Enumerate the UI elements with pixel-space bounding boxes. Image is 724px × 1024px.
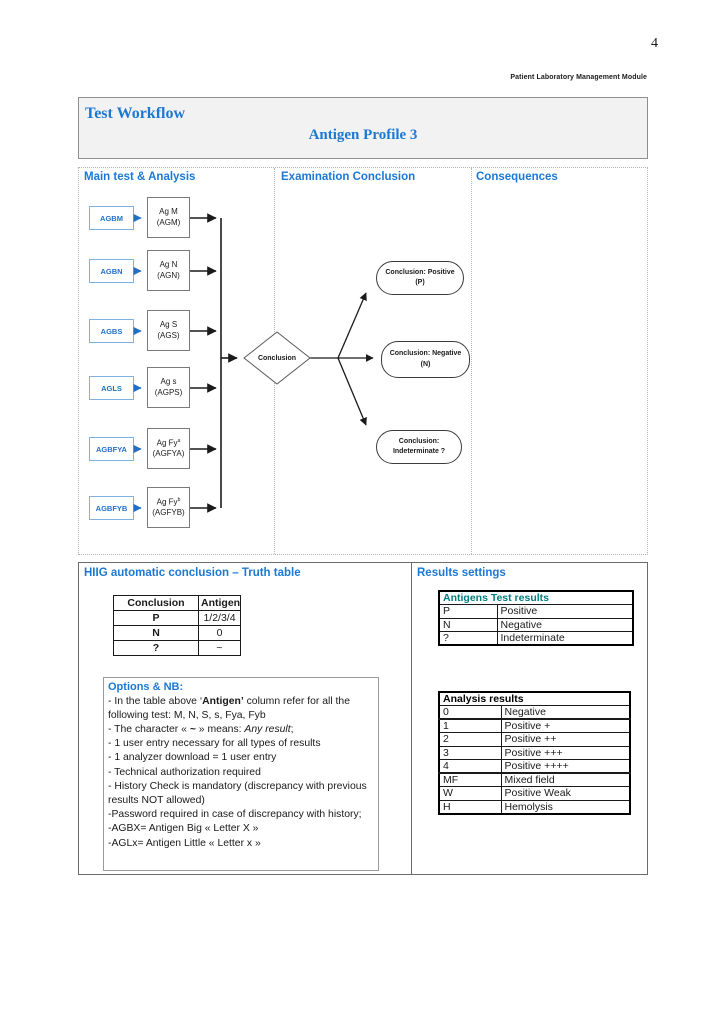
table-cell: N <box>439 618 497 632</box>
table-cell: Positive Weak <box>501 787 630 801</box>
results-settings-title: Results settings <box>417 567 506 579</box>
options-line: - 1 analyzer download = 1 user entry <box>108 752 277 764</box>
table-cell: MF <box>439 773 501 787</box>
test-code-box-agbm: AGBM <box>89 206 134 230</box>
options-line: - The character « ~ » means: Any result; <box>108 723 294 735</box>
table-cell: Positive <box>497 605 633 619</box>
table-row <box>439 760 630 774</box>
antigen-name: Ag S <box>159 320 178 330</box>
antigen-alias: (AGM) <box>156 217 181 227</box>
antigen-alias: (AGFYA) <box>152 448 185 458</box>
table-row <box>439 733 630 747</box>
page-number: 4 <box>651 36 658 51</box>
outcome-line1: Conclusion: Positive <box>385 268 455 276</box>
table-row <box>439 706 630 720</box>
table-row <box>439 746 630 760</box>
decision-label: Conclusion <box>257 354 297 362</box>
outcome-line2: Indeterminate ? <box>392 448 446 455</box>
outcome-box-indeterminate <box>376 430 462 464</box>
table-cell: Negative <box>501 706 630 720</box>
truth-header-antigen: Antigen <box>199 596 241 611</box>
module-header: Patient Laboratory Management Module <box>510 74 647 81</box>
truth-table-title: HIIG automatic conclusion – Truth table <box>84 567 301 579</box>
table-cell: 4 <box>439 760 501 774</box>
analysis-table-header: Analysis results <box>439 692 630 706</box>
options-line: -AGLx= Antigen Little « Letter x » <box>108 837 261 849</box>
test-code-box-agbn: AGBN <box>89 259 134 283</box>
antigen-alias: (AGPS) <box>154 387 183 397</box>
column-header-examination-conclusion: Examination Conclusion <box>281 171 416 183</box>
table-cell: W <box>439 787 501 801</box>
antigen-alias: (AGS) <box>157 330 180 340</box>
table-cell: 1/2/3/4 <box>199 611 241 626</box>
antigen-alias: (AGN) <box>157 270 180 280</box>
outcome-line1: Conclusion: <box>398 437 440 445</box>
table-cell: P <box>114 611 199 626</box>
table-row <box>114 626 241 641</box>
table-row <box>439 773 630 787</box>
antigen-name: Ag Fy$^b$ <box>156 496 181 507</box>
table-row <box>439 605 633 619</box>
outcome-box-negative <box>381 341 470 378</box>
options-title: Options & NB: <box>108 681 184 693</box>
table-cell: 0 <box>199 626 241 641</box>
options-line: - Technical authorization required <box>108 766 261 778</box>
title-box <box>78 97 648 159</box>
table-cell: H <box>439 800 501 814</box>
table-row <box>114 641 241 656</box>
flow-connectors <box>79 168 649 556</box>
truth-table-header-row <box>114 596 241 611</box>
table-row <box>439 632 633 646</box>
table-row <box>439 719 630 733</box>
column-header-main-test: Main test & Analysis <box>84 171 196 183</box>
options-box <box>103 677 379 871</box>
antigen-name: Ag M <box>159 207 178 217</box>
section-divider <box>411 563 412 874</box>
antigens-results-table <box>438 590 634 646</box>
table-cell: N <box>114 626 199 641</box>
analysis-table-header-row <box>439 692 630 706</box>
outcome-line1: Conclusion: Negative <box>389 350 462 357</box>
outcome-box-positive <box>376 261 464 295</box>
table-row <box>114 611 241 626</box>
table-cell: Indeterminate <box>497 632 633 646</box>
options-line: -AGBX= Antigen Big « Letter X » <box>108 823 259 835</box>
page-title: Test Workflow <box>85 105 186 122</box>
antigens-table-header-row <box>439 591 633 605</box>
page-subtitle: Antigen Profile 3 <box>308 127 418 143</box>
test-code-box-agbfya: AGBFYA <box>89 437 134 461</box>
outcome-line2: (N) <box>420 360 431 368</box>
options-notes <box>108 695 374 851</box>
test-code-box-agbs: AGBS <box>89 319 134 343</box>
options-line: - In the table above ‘Antigen’ column refer for all the following test: M, N, S, s, Fya, Fyb <box>108 695 350 721</box>
connector-line <box>338 293 366 358</box>
workflow-diagram <box>78 167 648 555</box>
table-cell: ~ <box>199 641 241 656</box>
outcome-line2: (P) <box>415 279 425 286</box>
table-cell: P <box>439 605 497 619</box>
antigen-name: Ag Fy$^a$ <box>156 437 181 448</box>
antigen-name: Ag N <box>159 260 178 270</box>
options-line: -Password required in case of discrepancy with history; <box>108 809 362 821</box>
table-cell: 1 <box>439 719 501 733</box>
truth-header-conclusion: Conclusion <box>114 596 199 611</box>
table-cell: Positive ++ <box>501 733 630 747</box>
test-code-box-agls: AGLS <box>89 376 134 400</box>
table-cell: Mixed field <box>501 773 630 787</box>
table-cell: ? <box>114 641 199 656</box>
table-row <box>439 618 633 632</box>
table-cell: Negative <box>497 618 633 632</box>
table-cell: 0 <box>439 706 501 720</box>
table-row <box>439 800 630 814</box>
table-cell: ? <box>439 632 497 646</box>
column-header-consequences: Consequences <box>476 171 558 183</box>
table-cell: Hemolysis <box>501 800 630 814</box>
table-cell: Positive + <box>501 719 630 733</box>
antigen-superscript: b <box>177 496 181 503</box>
table-cell: 3 <box>439 746 501 760</box>
table-row <box>439 787 630 801</box>
test-code-box-agbfyb: AGBFYB <box>89 496 134 520</box>
truth-table <box>113 595 241 656</box>
options-line: - 1 user entry necessary for all types of results <box>108 738 321 750</box>
bottom-section <box>78 562 648 875</box>
table-cell: Positive ++++ <box>501 760 630 774</box>
table-cell: Positive +++ <box>501 746 630 760</box>
antigen-alias: (AGFYB) <box>152 507 185 517</box>
analysis-results-table <box>438 691 631 815</box>
antigen-superscript: a <box>177 437 181 444</box>
options-line: - History Check is mandatory (discrepancy with previous results NOT allowed) <box>108 780 367 806</box>
antigens-table-header: Antigens Test results <box>439 591 633 605</box>
antigen-name: Ag s <box>160 377 177 387</box>
table-cell: 2 <box>439 733 501 747</box>
connector-line <box>338 358 366 425</box>
